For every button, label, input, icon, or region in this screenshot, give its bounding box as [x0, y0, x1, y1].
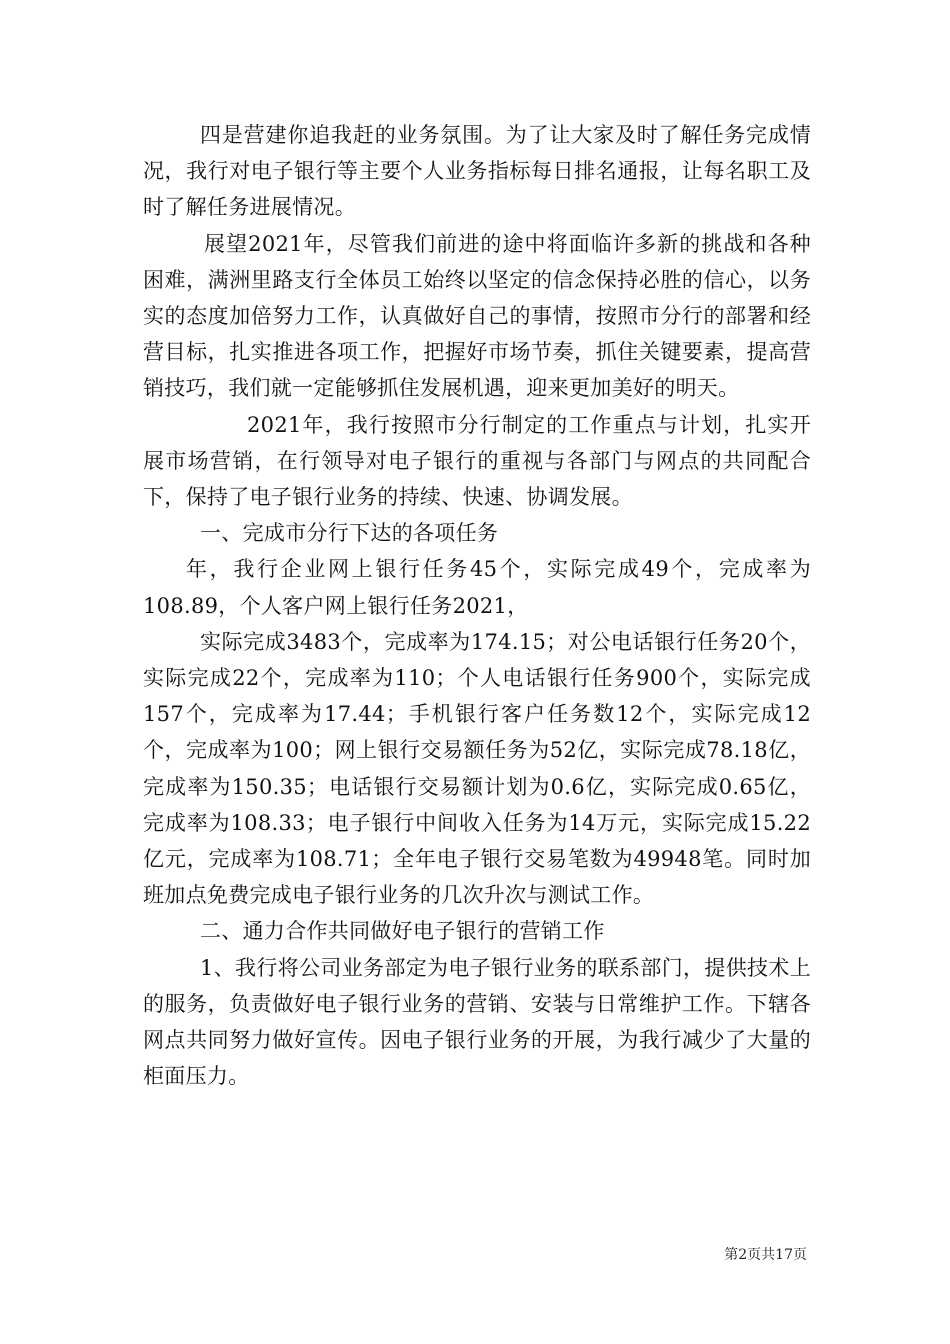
paragraph-business-atmosphere: 四是营建你追我赶的业务氛围。为了让大家及时了解任务完成情况，我行对电子银行等主要个人业务指标每日排名通报，让每名职工及时了解任务进展情况。 — [143, 123, 811, 220]
paragraph-outlook-2021: 展望2021年，尽管我们前进的途中将面临许多新的挑战和各种困难，满洲里路支行全体员工始终以坚定的信念保持必胜的信心，以务实的态度加倍努力工作，认真做好自己的事情，按照市分行的部署和经营目标，扎实推进各项工作，把握好市场节奏，抓住关键要素，提高营销技巧，我们就一定能够抓住发展机遇，迎来更加美好的明天。 — [143, 231, 811, 401]
paragraph-enterprise-banking: 年，我行企业网上银行任务45个，实际完成49个，完成率为108.89，个人客户网上银行任务2021， — [143, 557, 811, 618]
section-heading-tasks: 一、完成市分行下达的各项任务 — [200, 521, 499, 546]
paragraph-contact-department: 1、我行将公司业务部定为电子银行业务的联系部门，提供技术上的服务，负责做好电子银行业务的营销、安装与日常维护工作。下辖各网点共同努力做好宣传。因电子银行业务的开展，为我行减少了大量的柜面压力。 — [143, 955, 811, 1089]
page-number: 第2页共17页 — [724, 1247, 807, 1263]
document-body — [143, 117, 811, 1094]
paragraph-task-results: 实际完成3483个，完成率为174.15；对公电话银行任务20个，实际完成22个，完成率为110；个人电话银行任务900个，实际完成157个，完成率为17.44；手机银行客户任务数12个，实际完成12个，完成率为100；网上银行交易额任务为52亿，实际完成78.18亿，完成率为150.35；电话银行交易额计划为0.6亿，实际完成0.65亿，完成率为108.33；电子银行中间收入任务为14万元，实际完成15.22亿元，完成率为108.71；全年电子银行交易笔数为49948笔。同时加班加点免费完成电子银行业务的几次升次与测试工作。 — [143, 629, 811, 908]
section-heading-marketing: 二、通力合作共同做好电子银行的营销工作 — [200, 919, 605, 944]
paragraph-intro-2021: 2021年，我行按照市分行制定的工作重点与计划，扎实开展市场营销，在行领导对电子银行的重视与各部门与网点的共同配合下，保持了电子银行业务的持续、快速、协调发展。 — [143, 412, 811, 510]
